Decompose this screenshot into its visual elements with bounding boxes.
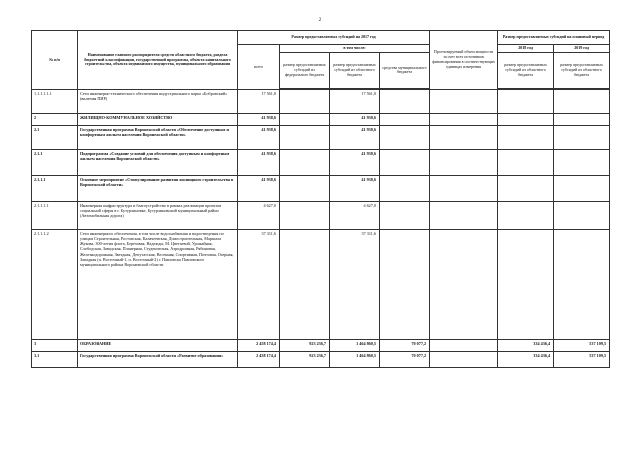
row-capacity <box>430 113 498 125</box>
row-num: 1.1.1.1.1.1 <box>32 89 78 113</box>
row-capacity <box>430 201 498 229</box>
row-name: Сети инженерно-технического обеспечения индустриального парка «Бобровский» (включая ПИР) <box>78 89 238 113</box>
table-row <box>32 351 610 367</box>
row-federal: 923 236,7 <box>280 351 330 367</box>
table-row <box>32 339 610 351</box>
row-total: 41 938,6 <box>238 125 280 149</box>
row-federal <box>280 125 330 149</box>
row-2019 <box>554 149 610 175</box>
row-municipal <box>380 229 430 339</box>
row-federal: 923 236,7 <box>280 339 330 351</box>
row-2019: 537 109,5 <box>554 339 610 351</box>
table-row <box>32 229 610 339</box>
row-regional: 17 561,0 <box>330 89 380 113</box>
row-federal <box>280 175 330 201</box>
table-row <box>32 175 610 201</box>
row-municipal: 70 077,2 <box>380 339 430 351</box>
row-regional: 1 464 860,5 <box>330 339 380 351</box>
row-name: Основное мероприятие «Стимулирование развития жилищного строительства в Воронежской области» <box>78 175 238 201</box>
row-num: 2.1.1.1 <box>32 175 78 201</box>
header-num: № п/п <box>32 31 78 90</box>
header-size-2017: Размер предоставляемых субсидий на 2017 год <box>238 31 430 45</box>
header-name: Наименование главного распорядителя средств областного бюджета, раздела бюджетной классификации, государственной программы, объекта капитального строительства, объекта недвижимого имущества, муниципального образования <box>78 31 238 90</box>
row-regional: 1 464 860,5 <box>330 351 380 367</box>
subsidies-table <box>31 30 610 368</box>
row-regional: 37 311,6 <box>330 229 380 339</box>
row-2019 <box>554 125 610 149</box>
row-federal <box>280 201 330 229</box>
row-total: 37 311,6 <box>238 229 280 339</box>
header-2019: 2019 год <box>554 45 610 53</box>
row-2019 <box>554 175 610 201</box>
row-capacity <box>430 149 498 175</box>
header-planned: Размер предоставляемых субсидий на плановый период <box>498 31 610 45</box>
row-num: 3.1 <box>32 351 78 367</box>
row-2018 <box>498 149 554 175</box>
row-num: 2.1 <box>32 125 78 149</box>
row-regional: 41 938,6 <box>330 125 380 149</box>
row-2019 <box>554 89 610 113</box>
table-row <box>32 149 610 175</box>
row-2018: 334 436,4 <box>498 351 554 367</box>
row-total: 17 561,0 <box>238 89 280 113</box>
row-total: 2 458 174,4 <box>238 339 280 351</box>
header-2019-sub: размер предоставляемых субсидий из областного бюджета <box>554 52 610 88</box>
row-total: 41 938,6 <box>238 149 280 175</box>
row-total: 41 938,6 <box>238 113 280 125</box>
row-municipal <box>380 89 430 113</box>
header-federal: размер предоставляемых субсидий из федерального бюджета <box>280 52 330 88</box>
table-row <box>32 201 610 229</box>
row-num: 2.1.1.1.1 <box>32 201 78 229</box>
row-2018 <box>498 201 554 229</box>
row-federal <box>280 113 330 125</box>
row-regional: 4 627,0 <box>330 201 380 229</box>
row-capacity <box>430 229 498 339</box>
row-municipal <box>380 113 430 125</box>
row-2019 <box>554 201 610 229</box>
table-row <box>32 113 610 125</box>
row-municipal <box>380 125 430 149</box>
row-capacity <box>430 351 498 367</box>
row-name: Государственная программа Воронежской области «Развитие образования» <box>78 351 238 367</box>
row-2018 <box>498 125 554 149</box>
page-number: 2 <box>318 18 322 23</box>
row-regional: 41 938,6 <box>330 113 380 125</box>
row-capacity <box>430 175 498 201</box>
row-2018 <box>498 113 554 125</box>
row-regional: 41 938,6 <box>330 149 380 175</box>
row-name: ЖИЛИЩНО-КОММУНАЛЬНОЕ ХОЗЯЙСТВО <box>78 113 238 125</box>
row-total: 4 627,0 <box>238 201 280 229</box>
row-federal <box>280 149 330 175</box>
row-2019 <box>554 229 610 339</box>
header-2018: 2018 год <box>498 45 554 53</box>
row-municipal <box>380 175 430 201</box>
row-name: Сети инженерного обеспечения, в том числе водоснабжения и водоотведения по улицам Строительная, Ростовская, Калачеевская, Домостроительная, Маршала Жукова, 300-летия флота, Березовая, Надежды, М. Цветаевой, Урожайная, Слободская, Заводская, Планерная, Студенческая, Аэродромная, Рябиновая, Железнодорожная, Звездная, Депутатская, Весенняя, Спортивная, Почтовая, Озерная, Западная (п. Восточный-1, п. Восточный-2) г. Павловска Павловского муниципального района Воронежской области <box>78 229 238 339</box>
row-capacity <box>430 125 498 149</box>
row-name: ОБРАЗОВАНИЕ <box>78 339 238 351</box>
row-total: 2 458 174,4 <box>238 351 280 367</box>
row-capacity <box>430 339 498 351</box>
row-federal <box>280 229 330 339</box>
row-2018 <box>498 175 554 201</box>
row-capacity <box>430 89 498 113</box>
row-municipal: 70 077,2 <box>380 351 430 367</box>
row-num: 2.1.1.1.2 <box>32 229 78 339</box>
row-municipal <box>380 201 430 229</box>
row-2019 <box>554 113 610 125</box>
row-name: Подпрограмма «Создание условий для обеспечения доступным и комфортным жильем населения Воронежской области» <box>78 149 238 175</box>
table-row <box>32 89 610 113</box>
header-including: в том числе: <box>280 45 430 53</box>
header-forecast: Прогнозируемый объем мощности за счет всех источников финансирования в соответствующих единицах измерения <box>430 31 498 90</box>
header-regional: размер предоставляемых субсидий из областного бюджета <box>330 52 380 88</box>
row-2018 <box>498 89 554 113</box>
row-2018: 334 436,4 <box>498 339 554 351</box>
row-num: 2.1.1 <box>32 149 78 175</box>
row-2018 <box>498 229 554 339</box>
header-total: всего <box>238 45 280 90</box>
header-municipal: средства муниципального бюджета <box>380 52 430 88</box>
table-row <box>32 125 610 149</box>
row-num: 2 <box>32 113 78 125</box>
row-municipal <box>380 149 430 175</box>
row-federal <box>280 89 330 113</box>
row-regional: 41 938,6 <box>330 175 380 201</box>
row-name: Государственная программа Воронежской области «Обеспечение доступным и комфортным жильем населения Воронежской области» <box>78 125 238 149</box>
row-total: 41 938,6 <box>238 175 280 201</box>
header-2018-sub: размер предоставляемых субсидий из областного бюджета <box>498 52 554 88</box>
row-2019: 537 109,5 <box>554 351 610 367</box>
row-name: Инженерная инфраструктура и благоустройство в рамках реализации проектов социальной сферы в г. Бутурлиновке, Бутурлиновский муниципальный район (Автомобильная дорога) <box>78 201 238 229</box>
row-num: 3 <box>32 339 78 351</box>
